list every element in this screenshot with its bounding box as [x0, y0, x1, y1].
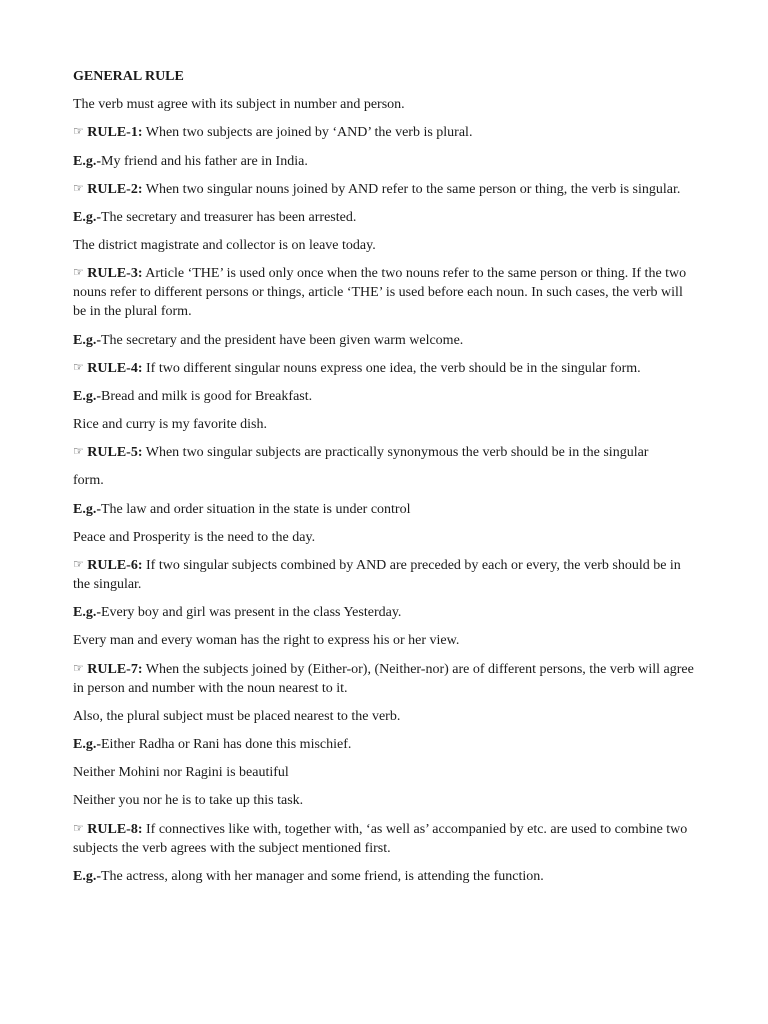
example-paragraph [73, 415, 695, 434]
pointing-hand-icon: ☞ [73, 444, 84, 459]
rule-label: RULE-5: [87, 445, 143, 461]
rule-label: RULE-1: [87, 125, 143, 141]
rule-label: RULE-8: [87, 821, 143, 837]
pointing-hand-icon: ☞ [73, 124, 84, 139]
example-paragraph [73, 236, 695, 255]
example-label: E.g.- [73, 605, 101, 621]
example-label: E.g.- [73, 501, 101, 517]
pointing-hand-icon: ☞ [73, 557, 84, 571]
example-text: The secretary and the president have been given warm welcome. [101, 332, 464, 348]
example-paragraph [73, 763, 695, 782]
example-label: E.g.- [73, 153, 101, 169]
example-paragraph [73, 331, 695, 350]
example-text: The district magistrate and collector is on leave today. [73, 238, 376, 254]
example-text: The secretary and treasurer has been arrested. [101, 209, 357, 225]
example-label: E.g.- [73, 388, 101, 404]
rule-paragraph [73, 556, 695, 594]
rule-paragraph [73, 660, 695, 698]
rule-text: When two singular subjects are practically synonymous the verb should be in the singular [142, 445, 649, 461]
pointing-hand-icon: ☞ [73, 359, 84, 374]
rule-text: When two subjects are joined by ‘AND’ the verb is plural. [142, 125, 473, 141]
rule-continuation: Also, the plural subject must be placed nearest to the verb. [73, 708, 401, 724]
example-text: Rice and curry is my favorite dish. [73, 417, 268, 433]
example-label: E.g.- [73, 736, 101, 752]
example-label: E.g.- [73, 868, 101, 884]
example-text: Neither you nor he is to take up this task. [73, 793, 304, 809]
rule-text: When two singular nouns joined by AND refer to the same person or thing, the verb is singular. [142, 181, 681, 197]
rule-label: RULE-2: [87, 181, 143, 197]
document-page [73, 67, 695, 895]
example-text: The actress, along with her manager and some friend, is attending the function. [101, 868, 544, 884]
rule-text: Article ‘THE’ is used only once when the two nouns refer to the same person or thing. If the two nouns refer to different persons or things, article ‘THE’ is used before each noun. In such cases, the verb will be in the plural form. [73, 266, 687, 320]
example-paragraph [73, 152, 695, 171]
example-text: Bread and milk is good for Breakfast. [101, 388, 313, 404]
rule-label: RULE-4: [87, 360, 143, 376]
rules-list [73, 123, 695, 885]
example-paragraph [73, 603, 695, 622]
rule-paragraph [73, 123, 695, 142]
rule-label: RULE-3: [87, 266, 143, 282]
rule-text: If connectives like with, together with, ‘as well as’ accompanied by etc. are used to combine two subjects the verb agrees with the subject mentioned first. [73, 821, 688, 856]
example-paragraph [73, 387, 695, 406]
example-text: Either Radha or Rani has done this mischief. [101, 736, 352, 752]
pointing-hand-icon: ☞ [73, 265, 84, 280]
example-text: Every boy and girl was present in the class Yesterday. [101, 605, 402, 621]
example-label: E.g.- [73, 209, 101, 225]
example-text: The law and order situation in the state is under control [101, 501, 411, 517]
rule-text: If two singular subjects combined by AND are preceded by each or every, the verb should be in the singular. [73, 558, 681, 592]
example-text: My friend and his father are in India. [101, 153, 308, 169]
example-paragraph [73, 791, 695, 810]
example-paragraph [73, 867, 695, 886]
pointing-hand-icon: ☞ [73, 660, 84, 675]
rule-paragraph [73, 264, 695, 321]
rule-paragraph [73, 443, 695, 462]
general-rule-heading: GENERAL RULE [73, 69, 184, 84]
example-paragraph [73, 631, 695, 650]
general-rule-text: The verb must agree with its subject in number and person. [73, 97, 405, 113]
pointing-hand-icon: ☞ [73, 180, 84, 195]
example-paragraph [73, 208, 695, 227]
rule-paragraph [73, 359, 695, 378]
example-text: Peace and Prosperity is the need to the day. [73, 529, 316, 545]
rule-label: RULE-7: [87, 661, 143, 677]
example-paragraph [73, 735, 695, 754]
example-text: Neither Mohini nor Ragini is beautiful [73, 765, 289, 781]
pointing-hand-icon: ☞ [73, 820, 84, 835]
example-paragraph [73, 528, 695, 547]
rule-paragraph [73, 820, 695, 858]
rule-text: When the subjects joined by (Either-or), (Neither-nor) are of different persons, the verb will agree in person and number with the noun nearest to it. [73, 661, 694, 696]
rule-continuation: form. [73, 473, 104, 489]
rule-label: RULE-6: [87, 558, 143, 573]
example-text: Every man and every woman has the right to express his or her view. [73, 633, 460, 649]
example-label: E.g.- [73, 332, 101, 348]
rule-paragraph [73, 180, 695, 199]
rule-text: If two different singular nouns express one idea, the verb should be in the singular form. [142, 360, 641, 376]
example-paragraph [73, 500, 695, 519]
